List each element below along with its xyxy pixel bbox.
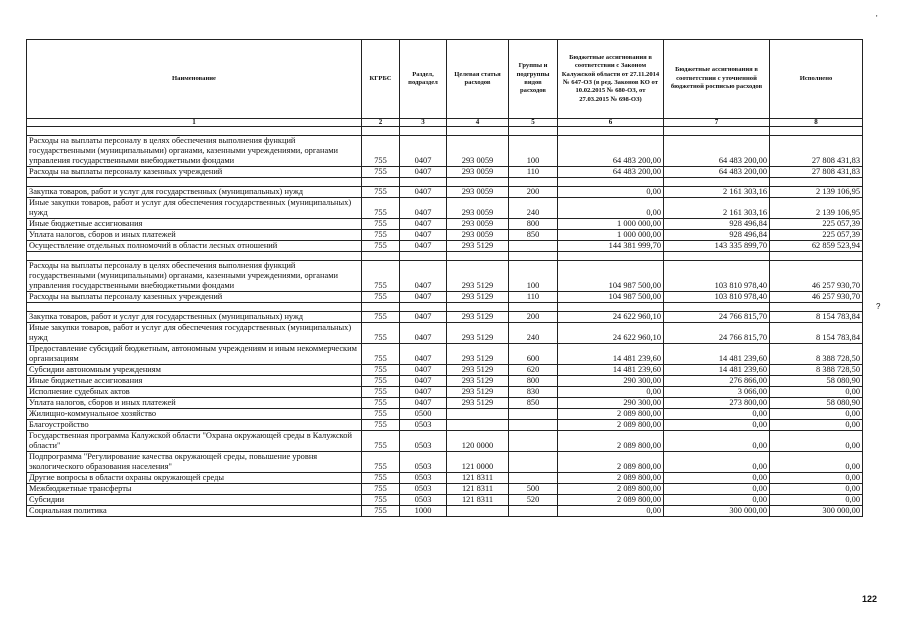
empty-cell xyxy=(447,252,509,261)
empty-cell xyxy=(400,303,447,312)
row-name-cell: Благоустройство xyxy=(27,420,362,431)
row-section-cell: 0407 xyxy=(400,365,447,376)
row-law-amount-cell: 2 089 800,00 xyxy=(558,495,664,506)
row-target-cell: 293 0059 xyxy=(447,198,509,219)
row-refined-amount-cell: 64 483 200,00 xyxy=(664,136,770,167)
row-section-cell: 0407 xyxy=(400,323,447,344)
row-section-cell: 0407 xyxy=(400,136,447,167)
row-refined-amount-cell: 103 810 978,40 xyxy=(664,261,770,292)
table-row xyxy=(27,506,863,517)
row-exec-amount-cell: 27 808 431,83 xyxy=(770,167,863,178)
empty-cell xyxy=(362,303,400,312)
row-target-cell: 121 0000 xyxy=(447,452,509,473)
row-exec-amount-cell: 225 057,39 xyxy=(770,219,863,230)
row-kgrbs-cell: 755 xyxy=(362,473,400,484)
row-group-cell xyxy=(509,409,558,420)
table-row xyxy=(27,187,863,198)
row-name-cell: Межбюджетные трансферты xyxy=(27,484,362,495)
row-refined-amount-cell: 0,00 xyxy=(664,409,770,420)
row-group-cell: 500 xyxy=(509,484,558,495)
row-exec-amount-cell: 8 388 728,50 xyxy=(770,344,863,365)
empty-cell xyxy=(558,178,664,187)
table-row xyxy=(27,376,863,387)
table-row xyxy=(27,431,863,452)
row-section-cell: 0407 xyxy=(400,198,447,219)
row-law-amount-cell: 0,00 xyxy=(558,198,664,219)
row-target-cell: 293 0059 xyxy=(447,230,509,241)
col-refined-header: Бюджетные ассигнования в соответствии с уточненной бюджетной росписью расходов xyxy=(664,40,770,119)
row-law-amount-cell: 0,00 xyxy=(558,387,664,398)
row-target-cell: 293 0059 xyxy=(447,219,509,230)
row-kgrbs-cell: 755 xyxy=(362,167,400,178)
budget-table xyxy=(26,39,863,517)
row-exec-amount-cell: 58 080,90 xyxy=(770,376,863,387)
row-law-amount-cell: 2 089 800,00 xyxy=(558,431,664,452)
row-name-cell: Расходы на выплаты персоналу казенных учреждений xyxy=(27,292,362,303)
row-exec-amount-cell: 0,00 xyxy=(770,420,863,431)
row-refined-amount-cell: 928 496,84 xyxy=(664,219,770,230)
row-refined-amount-cell: 300 000,00 xyxy=(664,506,770,517)
row-group-cell: 800 xyxy=(509,219,558,230)
row-section-cell: 0407 xyxy=(400,387,447,398)
row-group-cell: 200 xyxy=(509,187,558,198)
row-kgrbs-cell: 755 xyxy=(362,261,400,292)
empty-cell xyxy=(770,178,863,187)
row-name-cell: Подпрограмма "Регулирование качества окружающей среды, повышение уровня экологического образования населения" xyxy=(27,452,362,473)
table-row xyxy=(27,344,863,365)
row-target-cell: 293 5129 xyxy=(447,261,509,292)
row-target-cell: 293 5129 xyxy=(447,387,509,398)
row-kgrbs-cell: 755 xyxy=(362,344,400,365)
row-refined-amount-cell: 273 800,00 xyxy=(664,398,770,409)
row-name-cell: Государственная программа Калужской области "Охрана окружающей среды в Калужской области" xyxy=(27,431,362,452)
col-name-header: Наименование xyxy=(27,40,362,119)
row-section-cell: 0503 xyxy=(400,431,447,452)
empty-cell xyxy=(664,178,770,187)
row-kgrbs-cell: 755 xyxy=(362,484,400,495)
empty-cell xyxy=(509,303,558,312)
column-number: 8 xyxy=(770,119,863,127)
table-row xyxy=(27,167,863,178)
row-section-cell: 1000 xyxy=(400,506,447,517)
row-group-cell xyxy=(509,241,558,252)
row-refined-amount-cell: 2 161 303,16 xyxy=(664,198,770,219)
row-refined-amount-cell: 0,00 xyxy=(664,431,770,452)
row-law-amount-cell: 14 481 239,60 xyxy=(558,365,664,376)
empty-cell xyxy=(770,127,863,136)
table-row xyxy=(27,387,863,398)
row-group-cell: 620 xyxy=(509,365,558,376)
table-row xyxy=(27,292,863,303)
row-group-cell: 100 xyxy=(509,136,558,167)
row-target-cell: 293 5129 xyxy=(447,365,509,376)
row-refined-amount-cell: 0,00 xyxy=(664,473,770,484)
row-exec-amount-cell: 8 388 728,50 xyxy=(770,365,863,376)
table-row xyxy=(27,365,863,376)
empty-cell xyxy=(664,252,770,261)
empty-cell xyxy=(447,303,509,312)
empty-cell xyxy=(509,127,558,136)
row-name-cell: Другие вопросы в области охраны окружающей среды xyxy=(27,473,362,484)
column-number: 2 xyxy=(362,119,400,127)
spacer-row xyxy=(27,252,863,261)
spacer-row xyxy=(27,127,863,136)
row-group-cell xyxy=(509,506,558,517)
row-exec-amount-cell: 225 057,39 xyxy=(770,230,863,241)
row-target-cell: 293 5129 xyxy=(447,312,509,323)
row-name-cell: Субсидии xyxy=(27,495,362,506)
empty-cell xyxy=(509,178,558,187)
row-target-cell: 293 5129 xyxy=(447,398,509,409)
row-name-cell: Закупка товаров, работ и услуг для государственных (муниципальных) нужд xyxy=(27,187,362,198)
row-kgrbs-cell: 755 xyxy=(362,187,400,198)
table-row xyxy=(27,312,863,323)
row-law-amount-cell: 2 089 800,00 xyxy=(558,473,664,484)
row-section-cell: 0407 xyxy=(400,292,447,303)
row-refined-amount-cell: 14 481 239,60 xyxy=(664,344,770,365)
table-row xyxy=(27,219,863,230)
row-name-cell: Иные бюджетные ассигнования xyxy=(27,219,362,230)
page-number: 122 xyxy=(862,594,878,604)
empty-cell xyxy=(27,178,362,187)
row-section-cell: 0407 xyxy=(400,261,447,292)
row-name-cell: Субсидии автономным учреждениям xyxy=(27,365,362,376)
row-exec-amount-cell: 8 154 783,84 xyxy=(770,323,863,344)
empty-cell xyxy=(362,127,400,136)
row-exec-amount-cell: 2 139 106,95 xyxy=(770,198,863,219)
row-kgrbs-cell: 755 xyxy=(362,219,400,230)
col-law-header: Бюджетные ассигнования в соответствии с Законом Калужской области от 27.11.2014 № 647-ОЗ (в ред. Законов КО от 10.02.2015 № 680-ОЗ, от 27.03.2015 № 698-ОЗ) xyxy=(558,40,664,119)
row-kgrbs-cell: 755 xyxy=(362,431,400,452)
row-exec-amount-cell: 46 257 930,70 xyxy=(770,292,863,303)
row-refined-amount-cell: 24 766 815,70 xyxy=(664,323,770,344)
column-number: 6 xyxy=(558,119,664,127)
table-row xyxy=(27,473,863,484)
col-exec-header: Исполнено xyxy=(770,40,863,119)
row-law-amount-cell: 24 622 960,10 xyxy=(558,312,664,323)
row-section-cell: 0503 xyxy=(400,484,447,495)
empty-cell xyxy=(447,127,509,136)
row-target-cell: 293 5129 xyxy=(447,241,509,252)
row-exec-amount-cell: 0,00 xyxy=(770,484,863,495)
empty-cell xyxy=(558,127,664,136)
row-target-cell: 121 8311 xyxy=(447,473,509,484)
empty-cell xyxy=(558,252,664,261)
side-mark: ? xyxy=(876,302,881,311)
row-name-cell: Социальная политика xyxy=(27,506,362,517)
row-group-cell: 200 xyxy=(509,312,558,323)
empty-cell xyxy=(664,127,770,136)
row-refined-amount-cell: 0,00 xyxy=(664,484,770,495)
row-group-cell: 240 xyxy=(509,198,558,219)
corner-mark: ' xyxy=(876,14,878,23)
row-group-cell: 520 xyxy=(509,495,558,506)
header-row xyxy=(27,40,863,119)
table-row xyxy=(27,230,863,241)
row-kgrbs-cell: 755 xyxy=(362,292,400,303)
spacer-row xyxy=(27,303,863,312)
table-row xyxy=(27,198,863,219)
empty-cell xyxy=(447,178,509,187)
column-number: 3 xyxy=(400,119,447,127)
row-kgrbs-cell: 755 xyxy=(362,495,400,506)
row-kgrbs-cell: 755 xyxy=(362,452,400,473)
row-exec-amount-cell: 300 000,00 xyxy=(770,506,863,517)
row-refined-amount-cell: 3 066,00 xyxy=(664,387,770,398)
row-target-cell xyxy=(447,506,509,517)
row-target-cell: 120 0000 xyxy=(447,431,509,452)
row-kgrbs-cell: 755 xyxy=(362,230,400,241)
table-row xyxy=(27,484,863,495)
table-body xyxy=(27,127,863,517)
row-target-cell: 121 8311 xyxy=(447,484,509,495)
row-name-cell: Иные закупки товаров, работ и услуг для обеспечения государственных (муниципальных) нужд xyxy=(27,198,362,219)
empty-cell xyxy=(362,252,400,261)
empty-cell xyxy=(362,178,400,187)
row-group-cell xyxy=(509,452,558,473)
row-section-cell: 0407 xyxy=(400,187,447,198)
empty-cell xyxy=(27,252,362,261)
column-number: 7 xyxy=(664,119,770,127)
row-section-cell: 0503 xyxy=(400,473,447,484)
empty-cell xyxy=(770,252,863,261)
row-kgrbs-cell: 755 xyxy=(362,409,400,420)
row-name-cell: Жилищно-коммунальное хозяйство xyxy=(27,409,362,420)
row-name-cell: Иные закупки товаров, работ и услуг для обеспечения государственных (муниципальных) нужд xyxy=(27,323,362,344)
row-target-cell xyxy=(447,409,509,420)
row-group-cell: 100 xyxy=(509,261,558,292)
table-row xyxy=(27,261,863,292)
col-kgrbs-header: КГРБС xyxy=(362,40,400,119)
row-exec-amount-cell: 58 080,90 xyxy=(770,398,863,409)
col-section-header: Раздел, подраздел xyxy=(400,40,447,119)
row-name-cell: Осуществление отдельных полномочий в области лесных отношений xyxy=(27,241,362,252)
row-refined-amount-cell: 14 481 239,60 xyxy=(664,365,770,376)
row-target-cell: 293 5129 xyxy=(447,292,509,303)
row-exec-amount-cell: 0,00 xyxy=(770,431,863,452)
row-exec-amount-cell: 8 154 783,84 xyxy=(770,312,863,323)
spacer-row xyxy=(27,178,863,187)
empty-cell xyxy=(27,127,362,136)
row-law-amount-cell: 2 089 800,00 xyxy=(558,484,664,495)
empty-cell xyxy=(558,303,664,312)
row-refined-amount-cell: 2 161 303,16 xyxy=(664,187,770,198)
row-section-cell: 0407 xyxy=(400,398,447,409)
empty-cell xyxy=(400,178,447,187)
row-section-cell: 0407 xyxy=(400,344,447,365)
row-law-amount-cell: 0,00 xyxy=(558,187,664,198)
row-group-cell: 600 xyxy=(509,344,558,365)
row-kgrbs-cell: 755 xyxy=(362,376,400,387)
row-group-cell: 850 xyxy=(509,230,558,241)
table-row xyxy=(27,409,863,420)
row-kgrbs-cell: 755 xyxy=(362,312,400,323)
row-law-amount-cell: 64 483 200,00 xyxy=(558,136,664,167)
empty-cell xyxy=(509,252,558,261)
row-group-cell xyxy=(509,473,558,484)
row-section-cell: 0407 xyxy=(400,219,447,230)
row-section-cell: 0407 xyxy=(400,312,447,323)
row-name-cell: Исполнение судебных актов xyxy=(27,387,362,398)
row-refined-amount-cell: 0,00 xyxy=(664,452,770,473)
row-target-cell: 293 5129 xyxy=(447,323,509,344)
row-law-amount-cell: 144 381 999,70 xyxy=(558,241,664,252)
row-kgrbs-cell: 755 xyxy=(362,506,400,517)
row-law-amount-cell: 24 622 960,10 xyxy=(558,323,664,344)
col-group-header: Группы и подгруппы видов расходов xyxy=(509,40,558,119)
row-kgrbs-cell: 755 xyxy=(362,398,400,409)
row-name-cell: Предоставление субсидий бюджетным, автономным учреждениям и иным некоммерческим организациям xyxy=(27,344,362,365)
row-law-amount-cell: 2 089 800,00 xyxy=(558,420,664,431)
row-exec-amount-cell: 0,00 xyxy=(770,409,863,420)
row-group-cell: 110 xyxy=(509,292,558,303)
row-law-amount-cell: 104 987 500,00 xyxy=(558,261,664,292)
row-section-cell: 0407 xyxy=(400,376,447,387)
column-number: 5 xyxy=(509,119,558,127)
row-law-amount-cell: 2 089 800,00 xyxy=(558,452,664,473)
row-name-cell: Расходы на выплаты персоналу в целях обеспечения выполнения функций государственными (муниципальными) органами, казенными учреждениями, органами управления государственными внебюджетными фондами xyxy=(27,136,362,167)
row-target-cell xyxy=(447,420,509,431)
row-exec-amount-cell: 0,00 xyxy=(770,387,863,398)
row-section-cell: 0407 xyxy=(400,167,447,178)
row-refined-amount-cell: 24 766 815,70 xyxy=(664,312,770,323)
row-exec-amount-cell: 46 257 930,70 xyxy=(770,261,863,292)
row-exec-amount-cell: 62 859 523,94 xyxy=(770,241,863,252)
column-number: 1 xyxy=(27,119,362,127)
row-target-cell: 121 8311 xyxy=(447,495,509,506)
column-number: 4 xyxy=(447,119,509,127)
row-group-cell: 110 xyxy=(509,167,558,178)
column-number-row xyxy=(27,119,863,127)
row-section-cell: 0500 xyxy=(400,409,447,420)
row-law-amount-cell: 14 481 239,60 xyxy=(558,344,664,365)
col-target-header: Целевая статья расходов xyxy=(447,40,509,119)
table-row xyxy=(27,136,863,167)
row-target-cell: 293 5129 xyxy=(447,376,509,387)
row-law-amount-cell: 2 089 800,00 xyxy=(558,409,664,420)
row-kgrbs-cell: 755 xyxy=(362,241,400,252)
table-row xyxy=(27,495,863,506)
row-name-cell: Уплата налогов, сборов и иных платежей xyxy=(27,398,362,409)
row-group-cell xyxy=(509,420,558,431)
row-exec-amount-cell: 0,00 xyxy=(770,495,863,506)
empty-cell xyxy=(400,252,447,261)
row-law-amount-cell: 1 000 000,00 xyxy=(558,230,664,241)
row-kgrbs-cell: 755 xyxy=(362,365,400,376)
row-target-cell: 293 0059 xyxy=(447,167,509,178)
row-group-cell: 830 xyxy=(509,387,558,398)
row-section-cell: 0503 xyxy=(400,495,447,506)
row-refined-amount-cell: 0,00 xyxy=(664,495,770,506)
table-row xyxy=(27,420,863,431)
row-exec-amount-cell: 0,00 xyxy=(770,452,863,473)
row-group-cell: 240 xyxy=(509,323,558,344)
row-name-cell: Расходы на выплаты персоналу в целях обеспечения выполнения функций государственными (муниципальными) органами, казенными учреждениями, органами управления государственными внебюджетными фондами xyxy=(27,261,362,292)
row-law-amount-cell: 104 987 500,00 xyxy=(558,292,664,303)
empty-cell xyxy=(400,127,447,136)
empty-cell xyxy=(27,303,362,312)
row-group-cell xyxy=(509,431,558,452)
row-kgrbs-cell: 755 xyxy=(362,136,400,167)
row-target-cell: 293 0059 xyxy=(447,136,509,167)
row-law-amount-cell: 290 300,00 xyxy=(558,376,664,387)
row-section-cell: 0407 xyxy=(400,230,447,241)
row-name-cell: Уплата налогов, сборов и иных платежей xyxy=(27,230,362,241)
row-refined-amount-cell: 143 335 899,70 xyxy=(664,241,770,252)
row-group-cell: 850 xyxy=(509,398,558,409)
row-name-cell: Расходы на выплаты персоналу казенных учреждений xyxy=(27,167,362,178)
row-name-cell: Закупка товаров, работ и услуг для государственных (муниципальных) нужд xyxy=(27,312,362,323)
row-target-cell: 293 0059 xyxy=(447,187,509,198)
row-refined-amount-cell: 928 496,84 xyxy=(664,230,770,241)
row-name-cell: Иные бюджетные ассигнования xyxy=(27,376,362,387)
row-section-cell: 0407 xyxy=(400,241,447,252)
row-law-amount-cell: 64 483 200,00 xyxy=(558,167,664,178)
table-row xyxy=(27,241,863,252)
row-target-cell: 293 5129 xyxy=(447,344,509,365)
row-exec-amount-cell: 2 139 106,95 xyxy=(770,187,863,198)
table-row xyxy=(27,452,863,473)
row-law-amount-cell: 290 300,00 xyxy=(558,398,664,409)
row-exec-amount-cell: 27 808 431,83 xyxy=(770,136,863,167)
row-section-cell: 0503 xyxy=(400,452,447,473)
table-row xyxy=(27,323,863,344)
row-law-amount-cell: 1 000 000,00 xyxy=(558,219,664,230)
empty-cell xyxy=(770,303,863,312)
row-kgrbs-cell: 755 xyxy=(362,323,400,344)
row-refined-amount-cell: 276 866,00 xyxy=(664,376,770,387)
row-refined-amount-cell: 0,00 xyxy=(664,420,770,431)
row-refined-amount-cell: 103 810 978,40 xyxy=(664,292,770,303)
empty-cell xyxy=(664,303,770,312)
row-kgrbs-cell: 755 xyxy=(362,420,400,431)
row-refined-amount-cell: 64 483 200,00 xyxy=(664,167,770,178)
row-section-cell: 0503 xyxy=(400,420,447,431)
table-row xyxy=(27,398,863,409)
row-law-amount-cell: 0,00 xyxy=(558,506,664,517)
row-exec-amount-cell: 0,00 xyxy=(770,473,863,484)
row-kgrbs-cell: 755 xyxy=(362,387,400,398)
row-group-cell: 800 xyxy=(509,376,558,387)
row-kgrbs-cell: 755 xyxy=(362,198,400,219)
